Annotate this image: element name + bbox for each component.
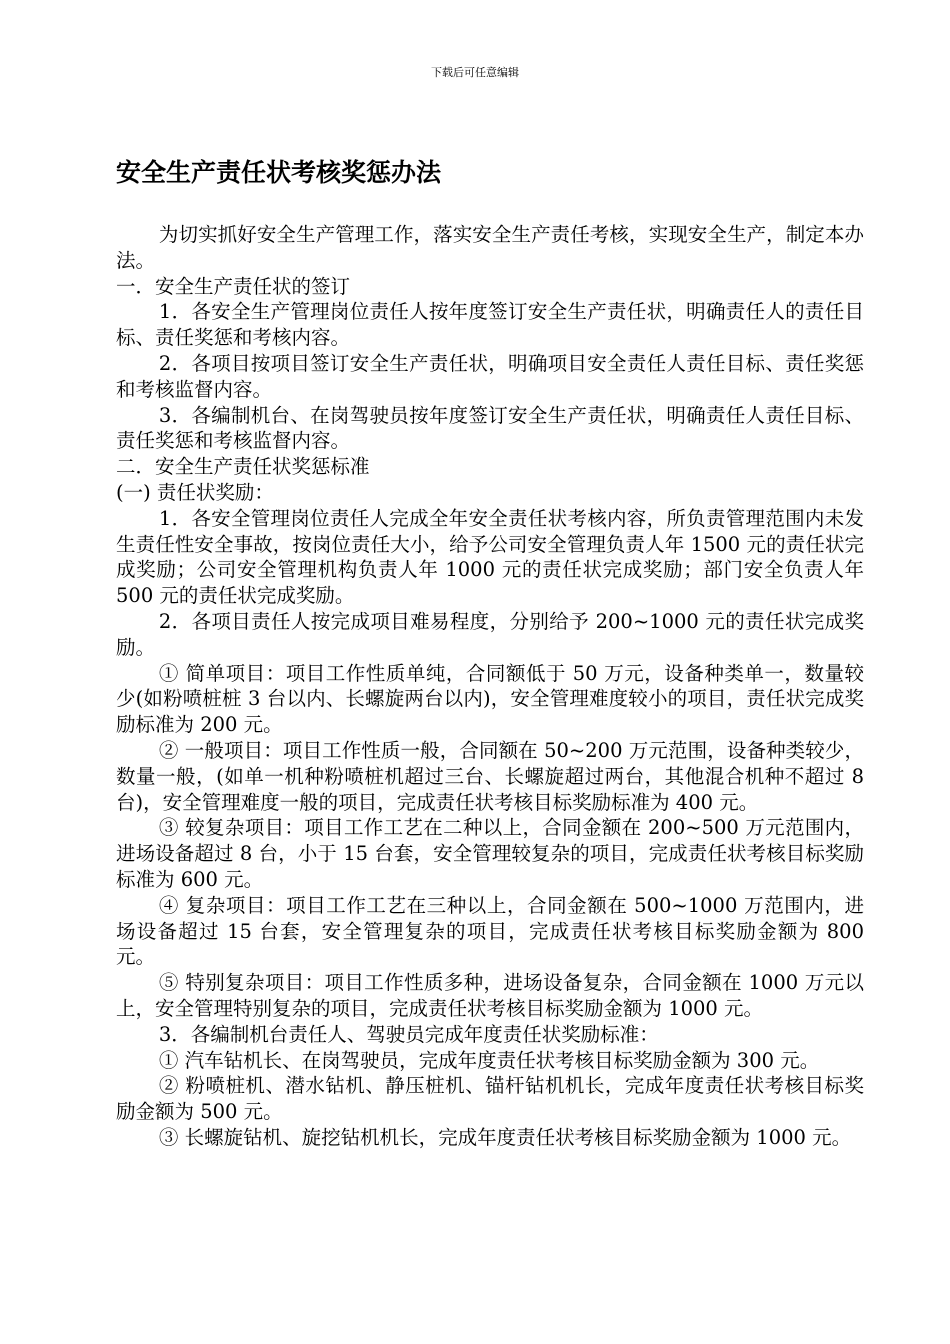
sub-item-paragraph: ① 简单项目：项目工作性质单纯，合同额低于 50 万元，设备种类单一，数量较少(如粉喷桩桩 3 台以内、长螺旋两台以内)，安全管理难度较小的项目，责任状完成奖励标准为 200 元。: [116, 661, 864, 737]
section-heading: 一．安全生产责任状的签订: [116, 274, 351, 298]
clause-paragraph: 3．各编制机台、在岗驾驶员按年度签订安全生产责任状，明确责任人责任目标、责任奖惩和考核监督内容。: [116, 403, 864, 453]
sub-item-paragraph: ② 粉喷桩机、潜水钻机、静压桩机、锚杆钻机机长，完成年度责任状考核目标奖励金额为 500 元。: [116, 1074, 864, 1124]
document-title: 安全生产责任状考核奖惩办法: [116, 158, 442, 187]
clause-paragraph: 2．各项目责任人按完成项目难易程度，分别给予 200~1000 元的责任状完成奖励。: [116, 609, 864, 659]
clause-paragraph: 1．各安全管理岗位责任人完成全年安全责任状考核内容，所负责管理范围内未发生责任性安全事故，按岗位责任大小，给予公司安全管理负责人年 1500 元的责任状完成奖励；公司安全管理机构负责人年 1000 元的责任状完成奖励；部门安全负责人年 500 元的责任状完成奖励。: [116, 506, 864, 608]
clause-paragraph: 2．各项目按项目签订安全生产责任状，明确项目安全责任人责任目标、责任奖惩和考核监督内容。: [116, 351, 864, 401]
sub-item-paragraph: ⑤ 特别复杂项目：项目工作性质多种，进场设备复杂，合同金额在 1000 万元以上，安全管理特别复杂的项目，完成责任状考核目标奖励金额为 1000 元。: [116, 971, 864, 1020]
intro-paragraph: 为切实抓好安全生产管理工作，落实安全生产责任考核，实现安全生产，制定本办法。: [116, 223, 864, 272]
sub-item-paragraph: ② 一般项目：项目工作性质一般，合同额在 50~200 万元范围，设备种类较少，数量一般，(如单一机种粉喷桩机超过三台、长螺旋超过两台，其他混合机种不超过 8 台)，安全管理难度一般的项目，完成责任状考核目标奖励标准为 400 元。: [116, 738, 864, 814]
sub-item-paragraph: ③ 长螺旋钻机、旋挖钻机机长，完成年度责任状考核目标奖励金额为 1000 元。: [158, 1125, 852, 1149]
clause-paragraph: 1．各安全生产管理岗位责任人按年度签订安全生产责任状，明确责任人的责任目标、责任奖惩和考核内容。: [116, 300, 864, 350]
subsection-heading: (一) 责任状奖励：: [116, 480, 274, 504]
sub-item-paragraph: ① 汽车钻机长、在岗驾驶员，完成年度责任状考核目标奖励金额为 300 元。: [158, 1048, 820, 1072]
clause-paragraph: 3．各编制机台责任人、驾驶员完成年度责任状奖励标准：: [158, 1022, 659, 1046]
section-heading: 二．安全生产责任状奖惩标准: [116, 455, 370, 479]
document-body: [116, 222, 864, 1151]
sub-item-paragraph: ③ 较复杂项目：项目工作工艺在二种以上，合同金额在 200~500 万元范围内，进场设备超过 8 台，小于 15 台套，安全管理较复杂的项目，完成责任状考核目标奖励标准为 600 元。: [116, 816, 864, 891]
header-note: 下载后可任意编辑: [431, 66, 519, 79]
sub-item-paragraph: ④ 复杂项目：项目工作工艺在三种以上，合同金额在 500~1000 万范围内，进场设备超过 15 台套，安全管理复杂的项目，完成责任状考核目标奖励金额为 800 元。: [116, 893, 864, 969]
